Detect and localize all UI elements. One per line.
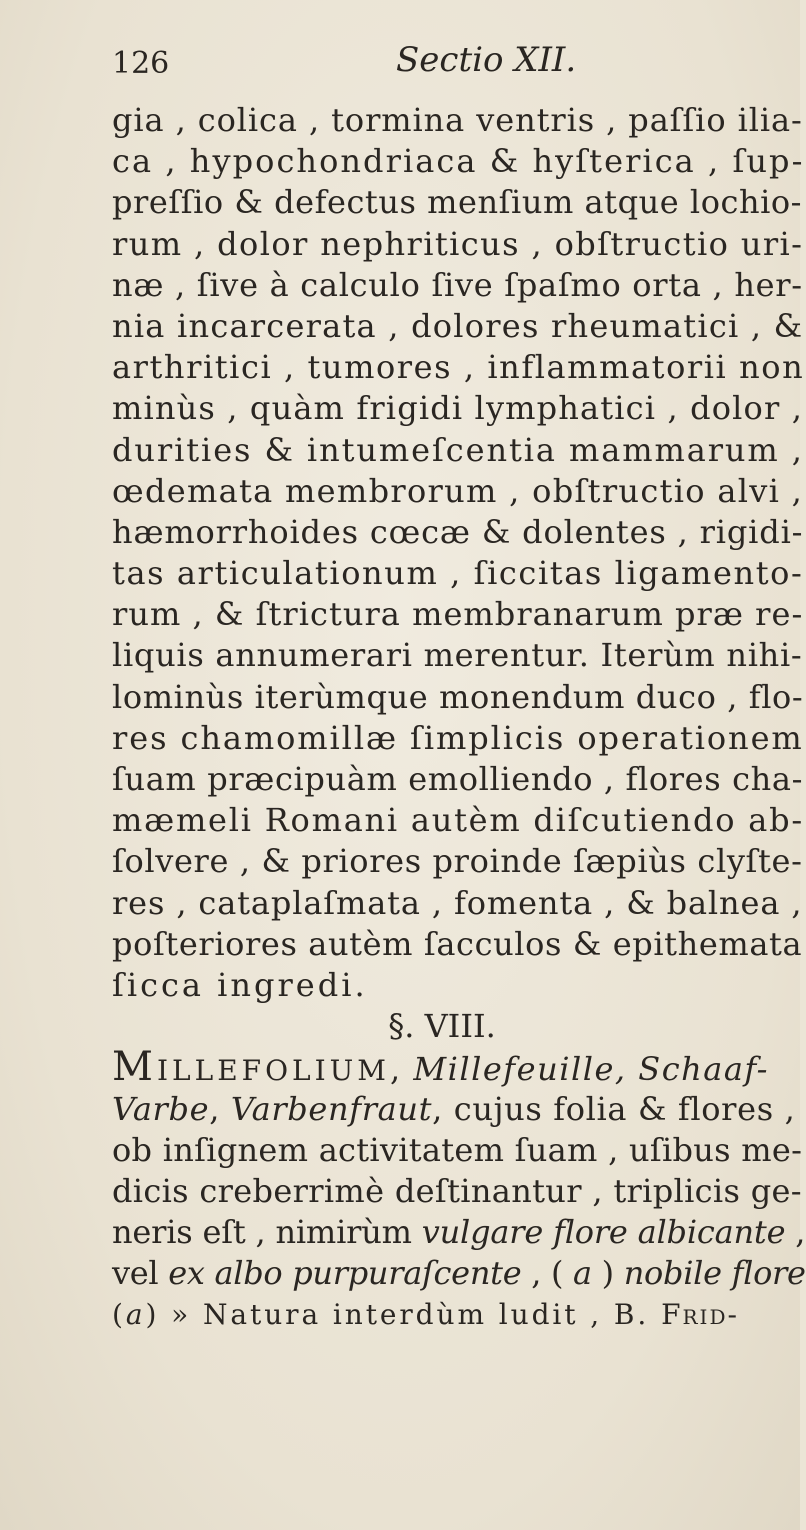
text-span: ,: [389, 1050, 414, 1089]
page-header: [112, 40, 802, 90]
italic-text: Varbenfraut: [230, 1089, 433, 1128]
entry-name: Millefolium: [112, 1044, 390, 1091]
text-line: nia incarcerata , dolores rheumatici , &: [112, 306, 804, 345]
text-span: ,: [209, 1089, 231, 1128]
text-line: ſolvere , & priores proinde ſæpiùs clyſte-: [112, 842, 803, 881]
italic-text: a: [573, 1254, 592, 1293]
text-line: res chamomillæ ſimplicis operationem: [112, 718, 804, 757]
footnote-marker-close: ): [145, 1298, 160, 1332]
text-line: œdemata membrorum , obſtructio alvi ,: [112, 471, 804, 510]
text-span: , (: [521, 1254, 574, 1293]
text-line: arthritici , tumores , inflammatorii non: [112, 348, 805, 387]
footnote-marker: a: [125, 1298, 146, 1332]
italic-text: ex albo purpuraſcente: [168, 1254, 522, 1293]
text-line: hæmorrhoides cœcæ & dolentes , rigidi-: [112, 512, 804, 551]
text-line: tas articulationum , ſiccitas ligamento-: [112, 554, 804, 593]
running-head: Sectio XII.: [396, 40, 577, 80]
footnote-text: » Natura interdùm ludit , B.: [159, 1298, 662, 1332]
text-line: [112, 1253, 806, 1294]
text-line: rum , dolor nephriticus , obſtructio uri-: [112, 224, 804, 263]
text-line: gia , colica , tormina ventris , paſſio ilia-: [112, 101, 803, 139]
italic-text: vulgare flore albicante: [421, 1213, 786, 1252]
text-line: rum , & ſtrictura membranarum præ re-: [112, 595, 804, 634]
footnote-marker-open: (: [112, 1298, 126, 1332]
text-line: ob inſignem activitatem ſuam , uſibus me-: [112, 1130, 803, 1169]
page-body: [112, 100, 806, 1336]
text-line: liquis annumerari merentur. Iterùm nihi-: [112, 636, 803, 675]
text-span: ): [591, 1254, 624, 1293]
text-span: ,: [785, 1213, 806, 1252]
italic-text: Millefeuille, Schaaf-: [413, 1050, 769, 1089]
text-line: minùs , quàm frigidi lymphatici , dolor ,: [112, 389, 804, 428]
text-line: poſteriores autèm ſacculos & epithemata: [112, 924, 803, 963]
text-line: durities & intumeſcentia mammarum ,: [112, 430, 804, 469]
text-line: næ , ſive à calculo ſive ſpaſmo orta , her-: [112, 265, 803, 304]
italic-text: Varbe: [112, 1089, 210, 1128]
page-number: 126: [112, 46, 170, 81]
text-line: [112, 1212, 806, 1253]
text-line: res , cataplaſmata , fomenta , & balnea ,: [112, 883, 803, 922]
text-span: vel: [112, 1254, 169, 1293]
section-heading: §. VIII.: [388, 1007, 496, 1046]
text-span: neris eſt , nimirùm: [112, 1213, 422, 1252]
footnote-author: Frid-: [661, 1298, 739, 1332]
text-line: preſſio & defectus menſium atque lochio-: [112, 183, 803, 222]
text-line: ca , hypochondriaca & hyſterica , ſup-: [112, 142, 805, 181]
text-line: ſicca ingredi.: [112, 965, 368, 1004]
footnote: [112, 1294, 802, 1335]
text-span: , cujus folia & flores ,: [432, 1089, 796, 1128]
text-line: lominùs iterùmque monendum duco , flo-: [112, 677, 804, 716]
text-line: [112, 1089, 802, 1130]
text-line: [112, 1044, 802, 1091]
italic-text: nobile flore: [623, 1254, 806, 1293]
text-line: dicis creberrimè deſtinantur , triplicis ge-: [112, 1171, 802, 1210]
text-line: ſuam præcipuàm emolliendo , flores cha-: [112, 760, 804, 798]
text-line: mæmeli Romani autèm diſcutiendo ab-: [112, 801, 804, 840]
